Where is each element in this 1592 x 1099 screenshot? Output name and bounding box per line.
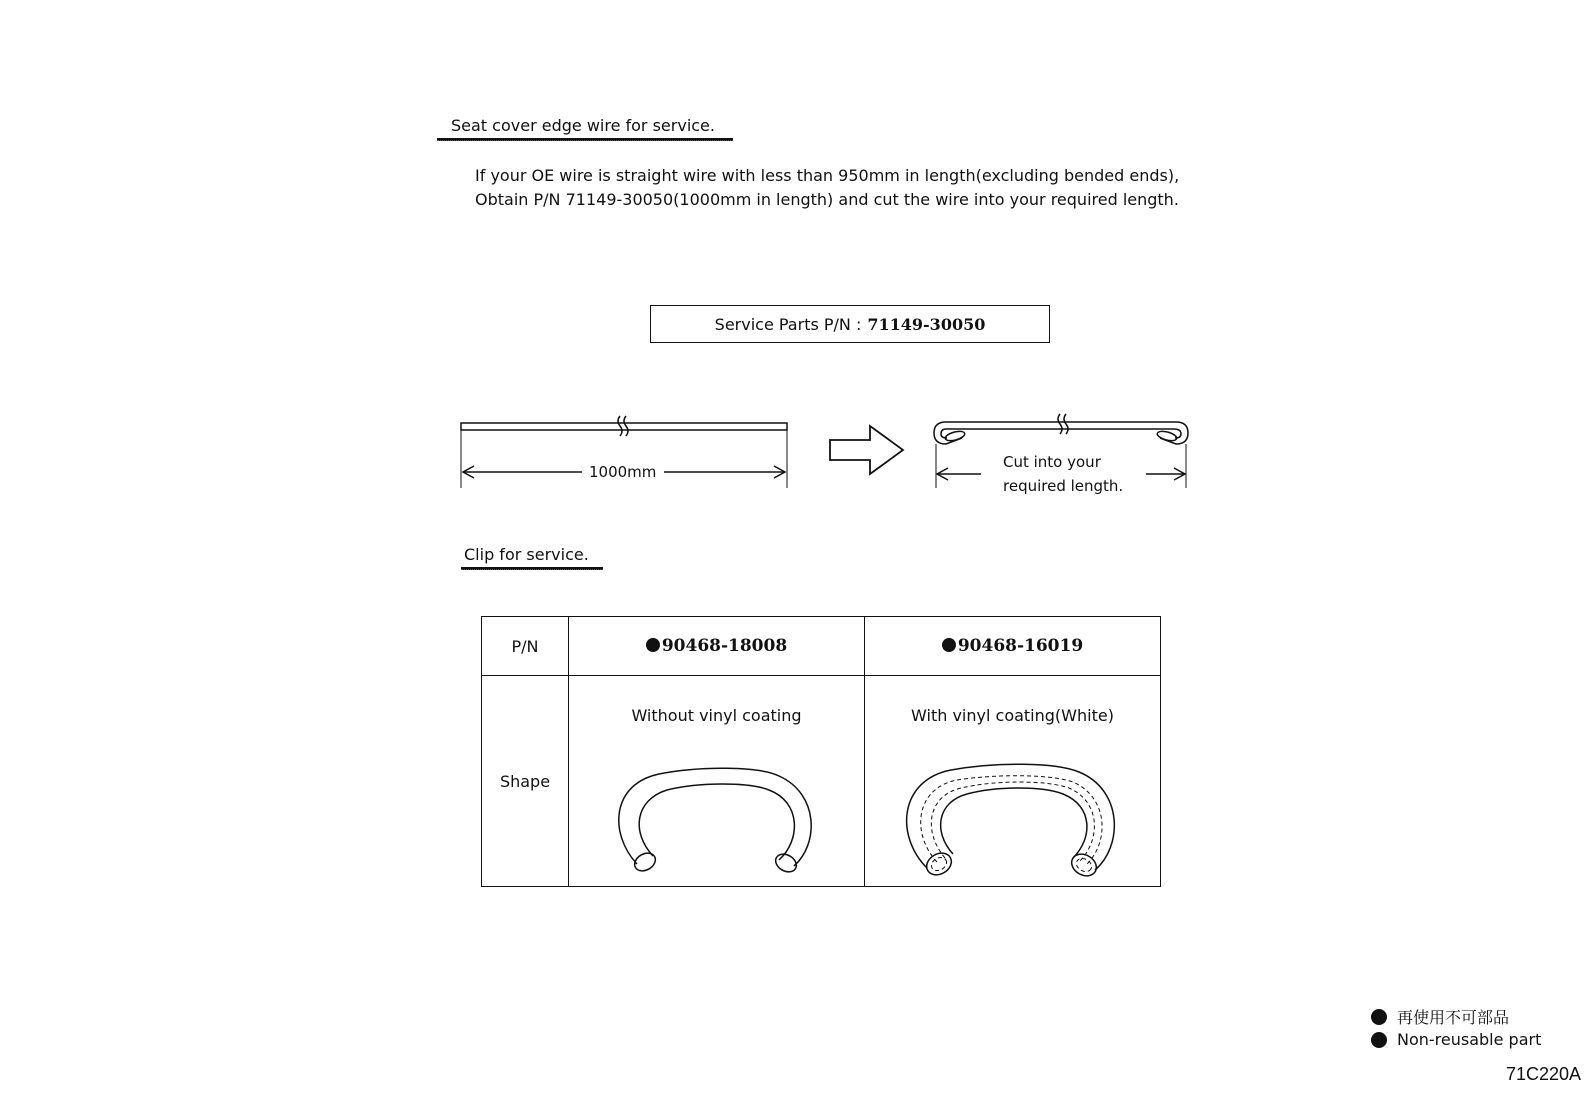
cut-label-line-1: Cut into your	[1003, 453, 1101, 471]
instruction-line-1: If your OE wire is straight wire with less than 950mm in length(excluding bended ends),	[475, 166, 1180, 185]
part-number-2: 90468-16019	[957, 636, 1084, 656]
section-heading-clip: Clip for service.	[464, 545, 589, 564]
row-label-shape: Shape	[482, 676, 569, 887]
service-part-number: 71149-30050	[867, 314, 986, 334]
non-reusable-dot-icon	[942, 638, 956, 652]
service-parts-label: Service Parts P/N :	[714, 314, 862, 334]
legend-jp	[1371, 1005, 1509, 1028]
shape-caption-1: Without vinyl coating	[631, 706, 802, 725]
table-row	[482, 676, 1161, 887]
clip-without-coating-icon	[569, 744, 864, 884]
non-reusable-dot-icon	[1371, 1032, 1387, 1048]
non-reusable-dot-icon	[1371, 1009, 1387, 1025]
pn-cell-2	[865, 617, 1161, 676]
document-code: 71C220A	[1506, 1064, 1582, 1084]
shape-caption-2: With vinyl coating(White)	[911, 706, 1114, 725]
legend-jp-label: 再使用不可部品	[1397, 1008, 1510, 1027]
length-label: 1000mm	[589, 463, 657, 481]
cut-label-line-2: required length.	[1003, 477, 1124, 495]
straight-wire	[461, 416, 787, 436]
clip-table	[481, 616, 1161, 887]
pn-cell-1	[569, 617, 865, 676]
bent-wire	[934, 414, 1188, 444]
clip-with-coating-icon	[865, 744, 1160, 884]
instruction-line-2: Obtain P/N 71149-30050(1000mm in length) and cut the wire into your required length.	[475, 190, 1179, 209]
part-number-1: 90468-18008	[661, 636, 788, 656]
legend-en	[1371, 1030, 1541, 1049]
row-label-pn: P/N	[482, 617, 569, 676]
wire-diagram	[0, 0, 1592, 520]
heading-underline	[461, 567, 603, 570]
shape-cell-2	[865, 676, 1161, 887]
legend-en-label: Non-reusable part	[1397, 1030, 1542, 1049]
table-row	[482, 617, 1161, 676]
shape-cell-1	[569, 676, 865, 887]
non-reusable-dot-icon	[646, 638, 660, 652]
section-heading-edge-wire: Seat cover edge wire for service.	[451, 116, 715, 135]
arrow-right-icon	[830, 426, 903, 474]
